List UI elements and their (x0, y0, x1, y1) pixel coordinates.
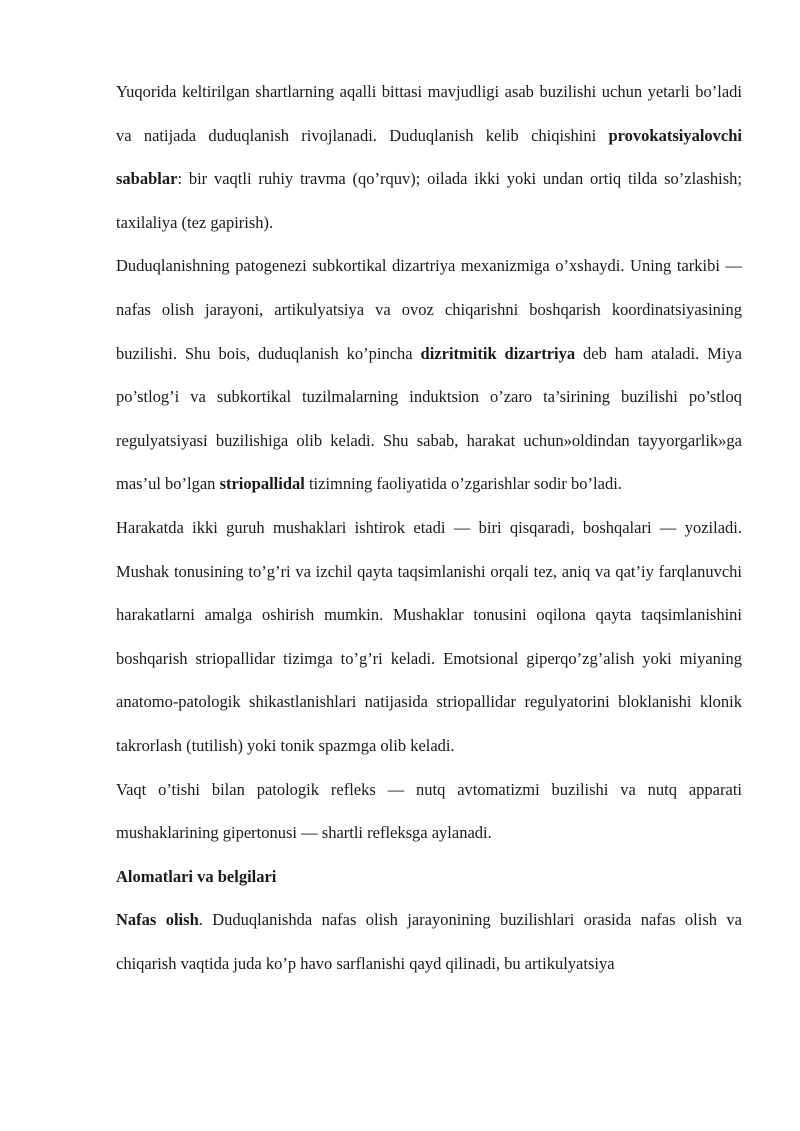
paragraph-text: : bir vaqtli ruhiy travma (qo’rquv); oilada ikki yoki undan ortiq tilda so’zlashish; taxilaliya (tez gapirish). (116, 169, 742, 232)
paragraph-breathing (116, 898, 742, 985)
paragraph-text: . Duduqlanishda nafas olish jarayonining buzilishlari orasida nafas olish va chiqarish vaqtida juda ko’p havo sarflanishi qayd qilinadi, bu artikulyatsiya (116, 910, 742, 973)
paragraph-text: deb ham ataladi. Miya po’stlog’i va subkortikal tuzilmalarning induktsion o’zaro ta’sirining buzilishi po’stloq regulyatsiyasi buzilishiga olib keladi. Shu sabab, harakat uchun»oldindan tayyorgarlik»ga mas’ul bo’lgan (116, 343, 742, 494)
paragraph-text: Duduqlanishning patogenezi subkortikal dizartriya mexanizmiga o’xshaydi. Uning tarkibi — nafas olish jarayoni, artikulyatsiya va ovoz chiqarishni boshqarish koordinatsiyasining buzilishi. Shu bois, duduqlanish ko’pincha (116, 256, 742, 363)
section-heading: Alomatlari va belgilari (116, 866, 277, 886)
paragraph-muscle-groups (116, 506, 742, 768)
paragraph-reflex (116, 768, 742, 855)
paragraph-causes (116, 70, 742, 244)
document-page (116, 70, 742, 985)
paragraph-text: Vaqt o’tishi bilan patologik refleks — nutq avtomatizmi buzilishi va nutq apparati mushaklarining gipertonusi — shartli refleksga aylanadi. (116, 779, 742, 843)
bold-term-striopallidal: striopallidal (219, 474, 305, 494)
bold-term-provoking-causes: provokatsiyalovchi sabablar (116, 125, 742, 189)
bold-term-dysrhythmic-dysarthria: dizritmitik dizartriya (420, 343, 576, 363)
paragraph-text: Harakatda ikki guruh mushaklari ishtirok etadi — biri qisqaradi, boshqalari — yoziladi. Mushak tonusining to’g’ri va izchil qayta taqsimlanishi orqali tez, aniq va qat’iy farqlanuvchi harakatlarni amalga oshirish mumkin. Mushaklar tonusini oqilona qayta taqsimlanishini boshqarish striopallidar tizimga to’g’ri keladi. Emotsional giperqo’zg’alish yoki miyaning anatomo-patologik shikastlanishlari natijasida striopallidar regulyatorini bloklanishi klonik takrorlash (tutilish) yoki tonik spazmga olib keladi. (116, 517, 742, 755)
paragraph-pathogenesis (116, 244, 742, 506)
bold-term-breathing: Nafas olish (116, 910, 199, 930)
paragraph-text: Yuqorida keltirilgan shartlarning aqalli bittasi mavjudligi asab buzilishi uchun yetarli bo’ladi va natijada duduqlanish rivojlanadi. Duduqlanish kelib chiqishini (116, 82, 742, 145)
paragraph-text: tizimning faoliyatida o’zgarishlar sodir bo’ladi. (304, 474, 622, 494)
